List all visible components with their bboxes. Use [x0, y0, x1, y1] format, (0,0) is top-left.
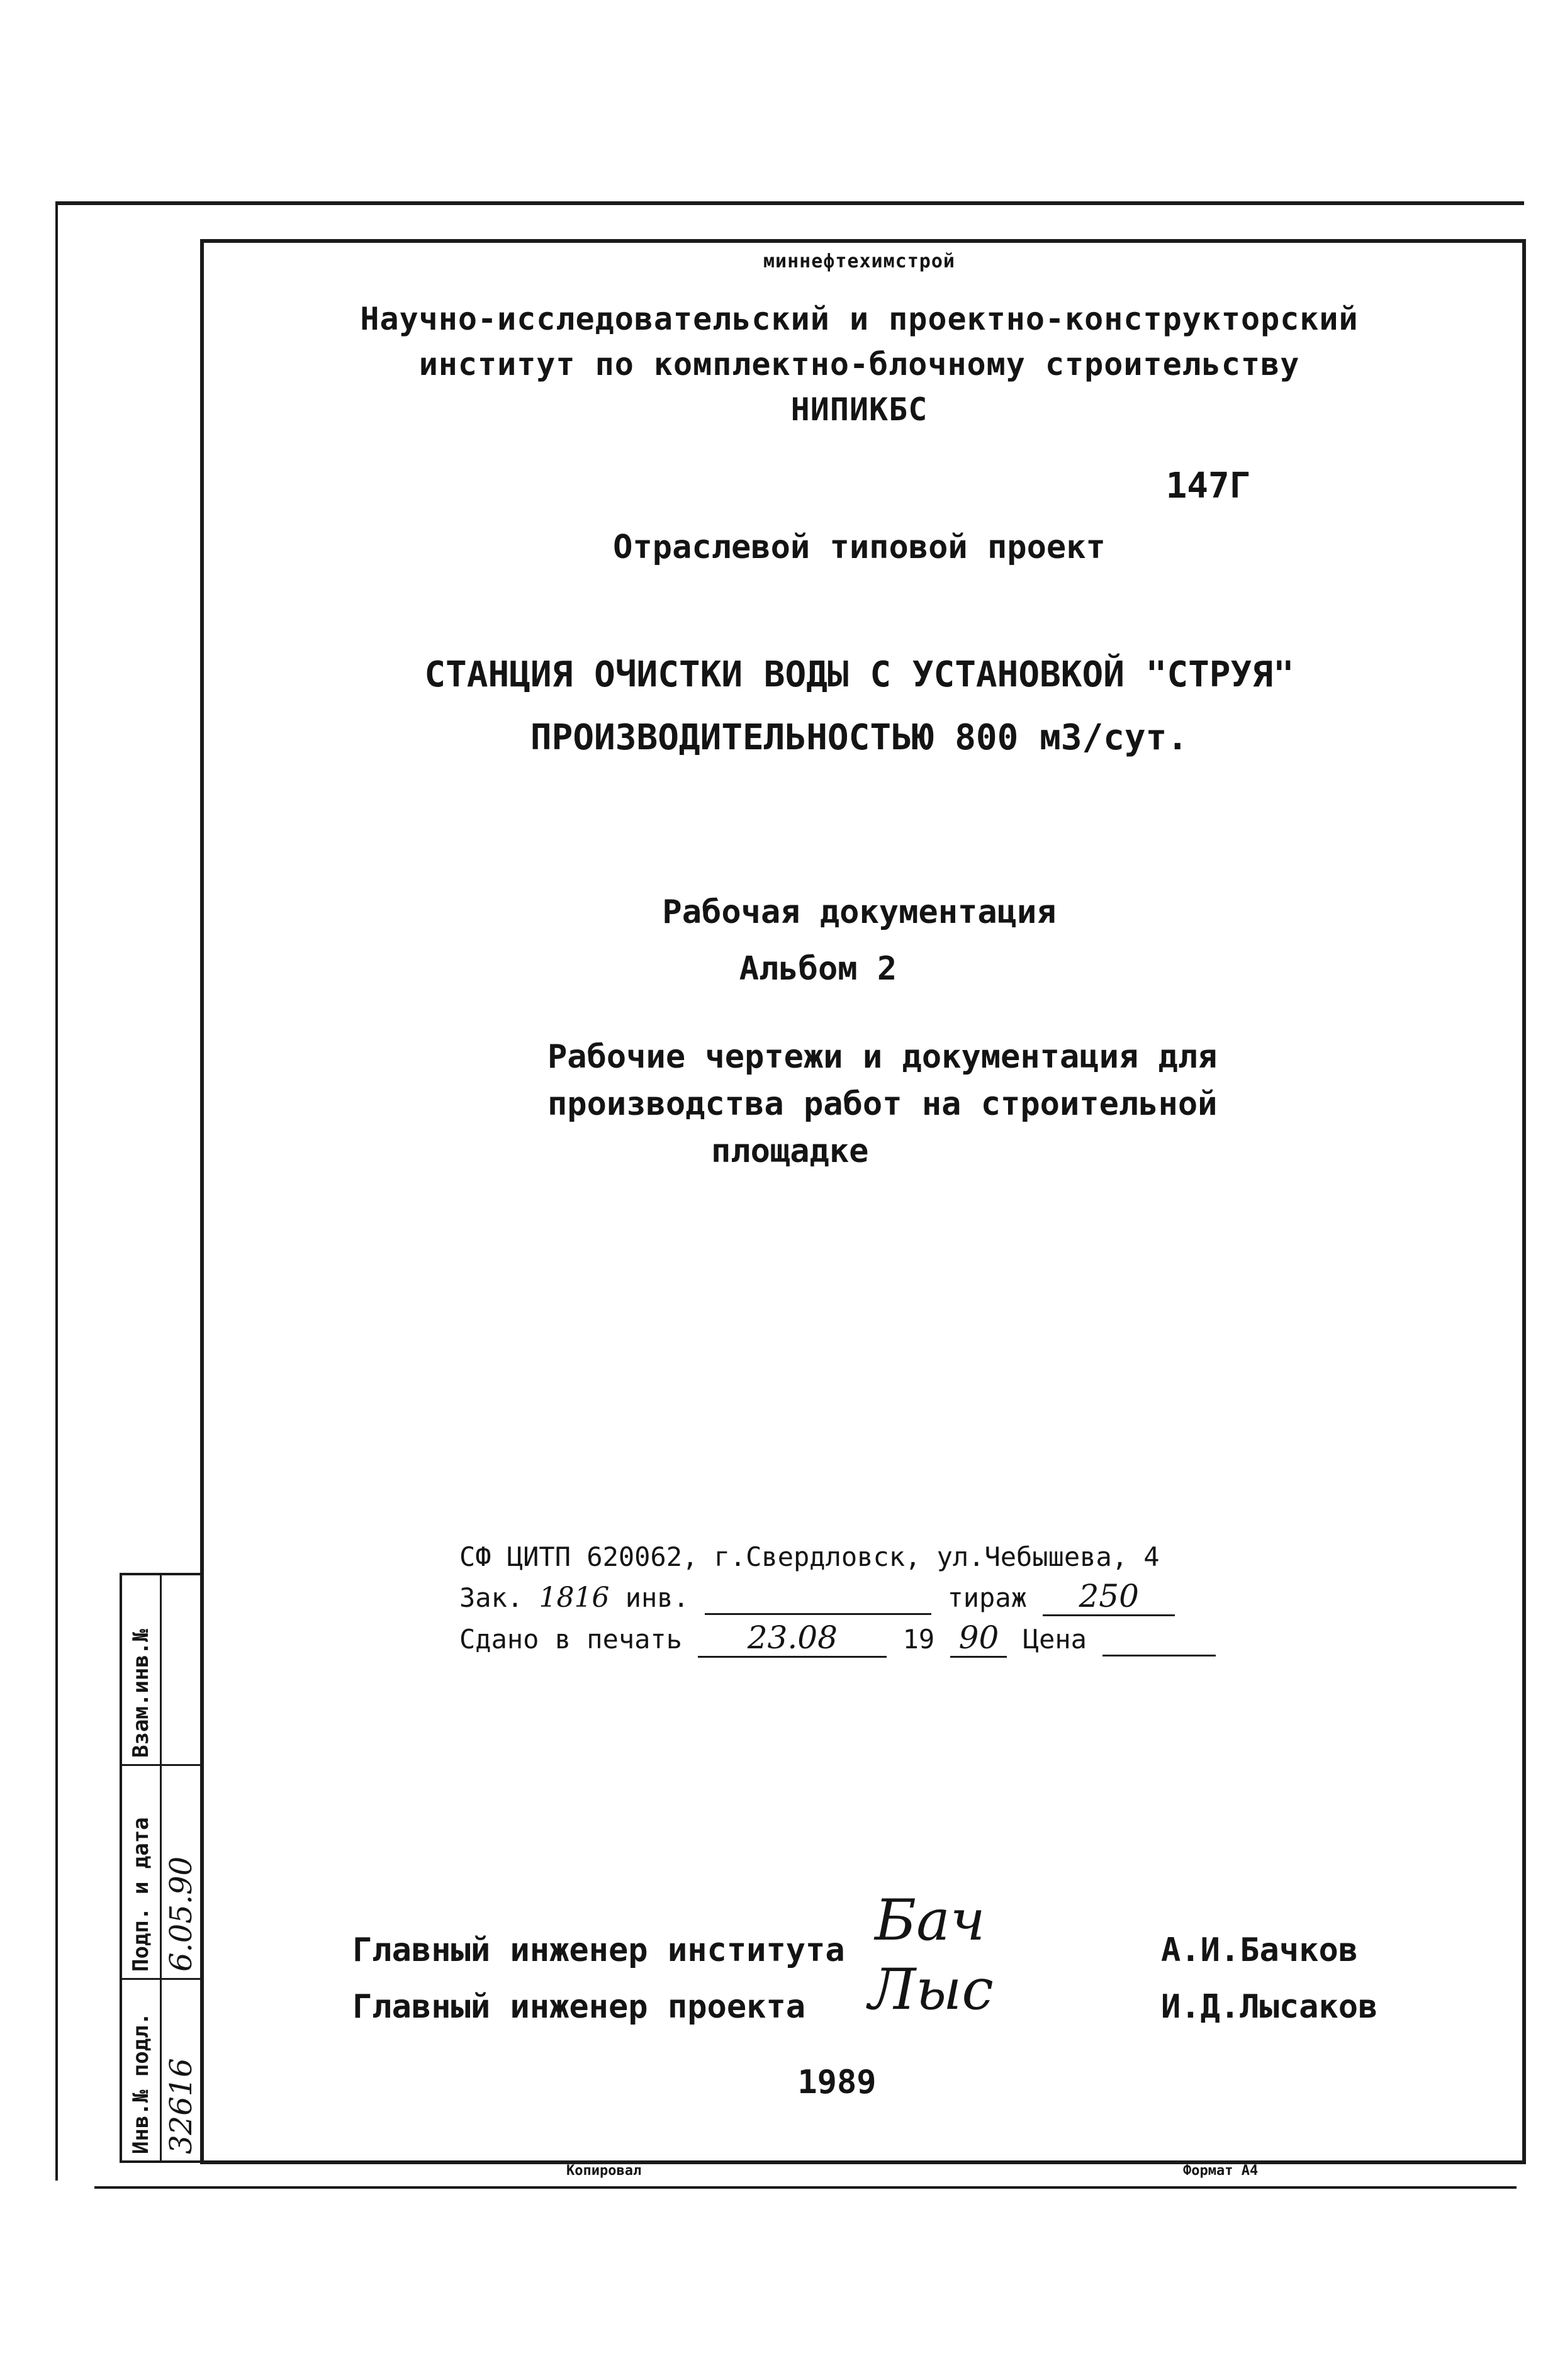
signature-role-1: Главный инженер института: [352, 1931, 845, 1969]
year-prefix: 19: [902, 1624, 935, 1655]
signatory-name-2: И.Д.Лысаков: [1161, 1988, 1378, 2026]
footer-line: [94, 2186, 1517, 2189]
project-type: Отраслевой типовой проект: [613, 528, 1106, 566]
issue-year: 1989: [797, 2064, 877, 2101]
album-description-line-1: Рабочие чертежи и документация для: [547, 1038, 1218, 1076]
project-title-line-2: ПРОИЗВОДИТЕЛЬНОСТЬЮ 800 м3/сут.: [530, 717, 1189, 758]
sign-date-value: 6.05.90: [164, 1856, 199, 1972]
sent-to-print-label: Сдано в печать: [459, 1624, 683, 1655]
stamp-column: [120, 1573, 204, 2163]
institute-line-1: Научно-исследовательский и проектно-конструкторский: [360, 301, 1359, 337]
documentation-kind: Рабочая документация: [662, 893, 1057, 931]
ministry-line: миннефтехимстрой: [763, 250, 955, 272]
order-suffix: инв.: [625, 1582, 689, 1613]
inventory-label: Инв.№ подл.: [128, 2012, 154, 2154]
order-label: Зак.: [459, 1582, 524, 1613]
price-label: Цена: [1023, 1624, 1087, 1655]
year-value: 90: [950, 1619, 1007, 1658]
print-run-label: тираж: [947, 1582, 1027, 1613]
inner-frame: [200, 239, 1526, 2164]
publisher-address: СФ ЦИТП 620062, г.Свердловск, ул.Чебышева, 4: [459, 1541, 1160, 1572]
album-number: Альбом 2: [739, 950, 897, 988]
album-description-line-2: производства работ на строительной: [547, 1085, 1218, 1123]
signatory-name-1: А.И.Бачков: [1161, 1931, 1359, 1969]
order-row: [459, 1578, 1170, 1616]
signature-role-2: Главный инженер проекта: [352, 1988, 806, 2026]
sent-to-print-date: 23.08: [698, 1619, 887, 1658]
document-code: 147Г: [1165, 466, 1251, 506]
signature-mark-1: Бач: [875, 1887, 985, 1953]
print-run-value: 250: [1043, 1578, 1175, 1616]
order-number: 1816: [539, 1582, 610, 1614]
copied-by-label: Копировал: [566, 2163, 642, 2179]
inventory-value: 32616: [164, 2058, 199, 2154]
sign-date-label: Подп. и дата: [128, 1817, 154, 1972]
signature-mark-2: Лыс: [868, 1957, 994, 2023]
institute-abbreviation: НИПИКБС: [790, 391, 928, 428]
replace-inventory-label: Взам.инв.№: [128, 1629, 154, 1758]
sent-to-print-row: [459, 1619, 1189, 1658]
project-title-line-1: СТАНЦИЯ ОЧИСТКИ ВОДЫ С УСТАНОВКОЙ "СТРУЯ": [424, 654, 1294, 695]
album-description-line-3: площадке: [711, 1132, 869, 1170]
format-label: Формат А4: [1183, 2163, 1259, 2179]
institute-line-2: институт по комплектно-блочному строительству: [418, 346, 1300, 383]
